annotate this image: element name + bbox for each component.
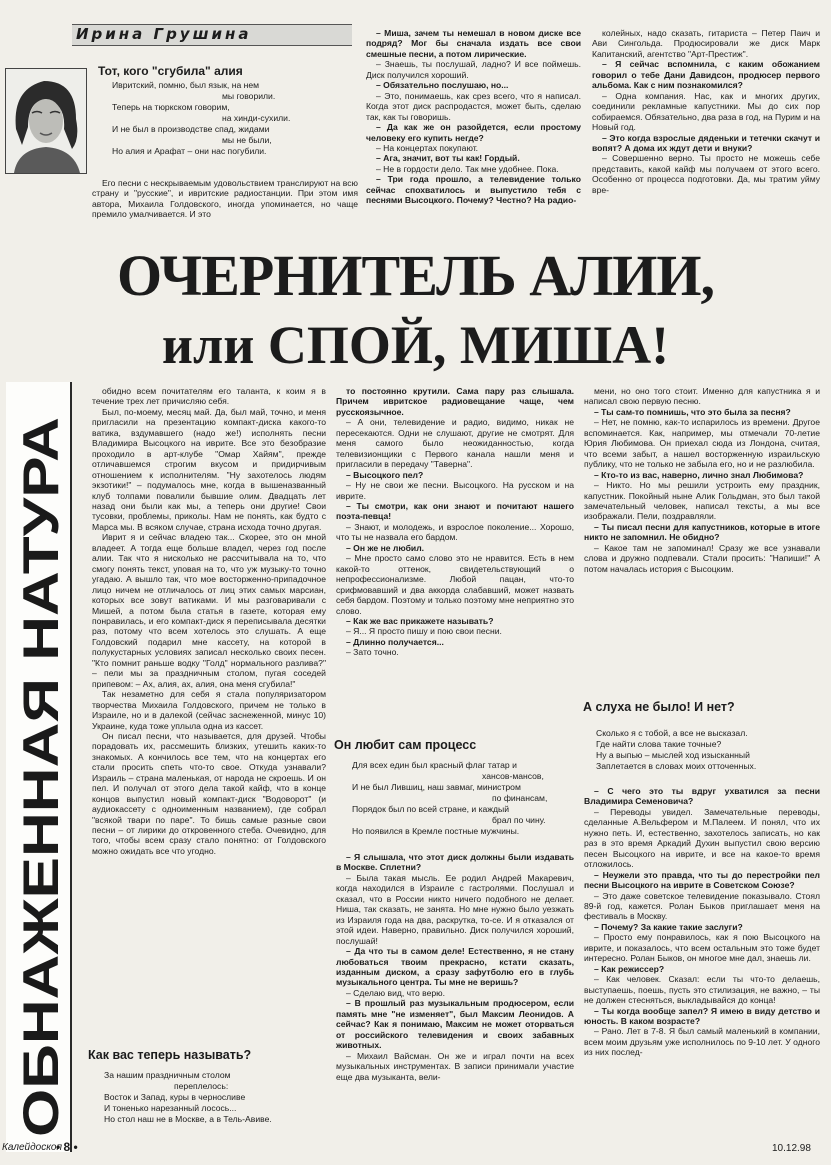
poem-line: на хинди-сухили. [222,113,291,123]
answer-paragraph: – Знают, и молодежь, и взрослое поколение... Хорошо, что ты не назвала его бардом. [336,521,574,543]
body-column-2-top [336,386,574,658]
question-paragraph: – Миша, зачем ты немешал в новом диске все подряд? Мог бы сначала издать все свои смешные песни, а потом лирические. [366,28,581,59]
body-paragraph: Иврит я и сейчас владею так... Скорее, это он мной владеет. А тогда еще больше владел, через год после алии. Так что я нисколько не рассчитывала на то, что смогу понять текст, уповая на то, что уж музыку-то точно угадаю. А вышло так, что мое восторженно-припадочное лицо ничем не отличалось от лиц этих самых марсиан, которых все зовут ватиками. И мы разговаривали с Мишей, а потом была статья в газете, которая ему понравилась, и его компакт-диск я переписывала десятки раз, потому что всем хотелось это слушать. А еще Голдовский подарил мне кассету, на которой в полукустарных условиях записал несколько своих песен. "Кто помнит раньше водку "Голд" нормального разлива?" – пели мы за праздничным столом, пугая соседей припевом: – Ах, алия, ах, алия, она меня сгубила!" [92,532,326,689]
question-paragraph: – Кто-то из вас, наверно, лично знал Любимова? [594,469,804,480]
question-paragraph: – Ты смотри, как они знают и почитают нашего поэта-певца! [336,500,574,522]
poem-line: Восток и Запад, куры в черносливе [104,1092,246,1102]
answer-paragraph: – Рано. Лет в 7-8. Я был самый маленький в компании, всем моим друзьям уже исполнилось по 9-10 лет. У одного из них послед- [584,1026,820,1058]
author-photo [5,68,87,174]
answer-paragraph: – На концертах покупают. [376,142,479,153]
question-paragraph: – С чего это ты вдруг ухватился за песни Владимира Семеновича? [584,786,820,807]
body-column-3-top [584,386,820,574]
question-paragraph: – Три года прошло, а телевидение только сейчас спохватилось и выпустило тебя с песнями Высоцкого. Почему? Честно? На радио- [366,174,581,206]
poem-line: Но алия и Арафат – они нас погубили. [112,146,267,156]
intro-title: Тот, кого "сгубила" алия [98,64,243,78]
poem-line: Для всех един был красный флаг татар и [352,760,517,770]
answer-paragraph: – Это даже советское телевидение показывало. Стоял 89-й год, кажется. Ролан Быков приглашает меня на фестиваль в Москву. [584,890,820,922]
poem-line: переплелось: [174,1081,229,1091]
question-paragraph: – Он же не любил. [346,542,425,553]
body-paragraph: обидно всем почитателям его таланта, к коим я в течение трех лет причисляю себя. [92,386,326,407]
poem-line: Но появился в Кремле постные мужчины. [352,826,520,836]
headline-line-2: или СПОЙ, МИША! [161,315,670,375]
section-title-text: ОБНАЖЕННАЯ НАТУРА [13,556,69,1137]
answer-paragraph: – Зато точно. [346,647,399,658]
answer-paragraph: – Нет, не помню, как-то испарилось из времени. Другое вспоминается. Как, например, мы отмечали 70-летие Юрия Любимова. Он приехал сюда из Лондона, считая, что всеми забыт, а нашел восторженную израильскую публику, что не только не забыла его, но и не разлюбила. [584,417,820,470]
poem-line: За нашим праздничным столом [104,1070,231,1080]
question-paragraph: – Почему? За какие такие заслуги? [594,921,743,932]
poem-line: мы говорили. [222,91,276,101]
body-column-3-bottom [584,786,820,1058]
answer-paragraph: – Я... Я просто пишу и пою свои песни. [346,626,502,637]
poem-line: Сколько я с тобой, а все не высказал. [596,728,748,738]
answer-paragraph: – Сделаю вид, что верю. [346,987,446,998]
subheading-2: Он любит сам процесс [334,738,477,752]
question-paragraph: – Ты сам-то помнишь, что это была за песня? [594,406,791,417]
answer-paragraph: мени, но оно того стоит. Именно для капустника я и написал свою первую песню. [584,386,820,407]
question-paragraph: – Как режиссер? [594,963,665,974]
question-paragraph: – Я сейчас вспомнила, с каким обожанием говорил о тебе Дани Давидсон, продюсер первого альбома. Как с ним познакомился? [592,59,820,91]
poem-line: Заплетается в словах моих отточенных. [596,761,757,771]
answer-paragraph: – Как человек. Сказал: если ты что-то делаешь, выступаешь, поешь, пусть это стилизация, не важно, – ты не должен стесняться, выкладывайся до конца! [584,974,820,1006]
poem-line: Ну а выпью – мыслей ход изысканный [596,750,750,760]
poem-line: Но стол наш не в Москве, а в Тель-Авиве. [104,1114,272,1124]
poem-line: хансов-мансов, [482,771,544,781]
body-column-2-bottom [336,852,574,1082]
poem-line: И не был Лившиц, наш завмаг, министром [352,782,521,792]
poem-line: Теперь на тюркском говорим, [112,102,230,112]
answer-paragraph: – Мне просто само слово это не нравится. Есть в нем какой-то оттенок, свидетельствующий о непрофессионализме. Любой пацан, что-то срифмовавший и два аккорда слабавший, может назвать себя бардом. Поэтому и только поэтому мне неприятно это слово. [336,553,574,616]
poem-line: И тоненько нарезанный лосось... [104,1103,237,1113]
headline-line-1: ОЧЕРНИТЕЛЬ АЛИИ, [116,243,715,308]
answer-paragraph: – Никто. Но мы решили устроить ему праздник, капустник. Покойный ныне Алик Гольдман, это был такой замечательный человек, написал тексты, а мы все изображали. Пели, поздравляли. [584,480,820,522]
question-paragraph: – Да что ты в самом деле! Естественно, я не стану любоваться твоим прекрасно, кстати сказать, изданным диском, а сразу зафутболю его в глубь музыкального центра. Ты мне не веришь? [336,946,574,988]
body-paragraph: Он писал песни, что называется, для друзей. Чтобы порадовать их, рассмешить близких, утешить каких-то знакомых. А кончилось все тем, что на концертах его стали просить спеть что-то свое. Откуда узнавали? Израиль – страна маленькая, от народа не скроешь. И он пел. И получал от этого дела такой кайф, что в конце концов выпустил новый компакт-диск "Водоворот" (и аудиокассету с одноименным названием), где собрал "всякой твари по паре". То бишь самые разные свои песни – от лирики до откровенного стеба. Очевидно, для того, чтобы всем сразу стало понятно: от Голдовского можно ожидать все что угодно. [92,730,326,856]
author-name: Ирина Грушина [76,25,252,43]
issue-date: 10.12.98 [772,1143,811,1154]
answer-paragraph: – А они, телевидение и радио, видимо, никак не пересекаются. Одни не слушают, другие не смотрят. Для меня самого было неожиданностью, когда телевизионщики с Первого канала нашли меня и пригласили в передачу "Таверна". [336,417,574,470]
subheading-3: А слуха не было! И нет? [583,700,735,714]
top-column-3 [592,28,820,195]
answer-paragraph: – Была такая мысль. Ее родил Андрей Макаревич, когда находился в Израиле с гастролями. Послушал и сказал, что в России никто ничего подобного не делает. Ниша, так сказать, не занята. Но мне нужно было уезжать из Израиля года на два, раскрутка, то-се. И я отказался от этой идеи. Наверно, правильно. Диск получился хороший, послушай! [336,872,574,946]
answer-paragraph: колейных, надо сказать, гитариста – Петер Паич и Ави Сингольда. Продюсировали же диск Марк Капитанский, агентство "Арт-Престиж". [592,28,820,59]
subheading-1: Как вас теперь называть? [88,1048,252,1062]
intro-text: Его песни с нескрываемым удовольствием транслируют на всю страну и "русские", и ивритские радиостанции. При этом имя автора, Михаила Голдовского, иногда упоминается, но чаще премило умалчивается. И это [92,178,358,220]
poem-line: по финансам, [492,793,548,803]
question-paragraph: – Как же вас прикажете называть? [346,615,494,626]
question-paragraph: – Это когда взрослые дяденьки и тетечки скачут и вопят? А дома их ждут дети и внуки? [592,132,820,153]
answer-paragraph: – Совершенно верно. Ты просто не можешь себе представить, какой кайф мы получаем от этого всего. Особенно от процесса подготовки. Да, мы тратим уйму вре- [592,153,820,195]
answer-paragraph: – Это, понимаешь, как срез всего, что я написал. Когда этот диск распродастся, может быть, сделаю так, как ты говоришь. [366,90,581,122]
poem-line: мы не были, [222,135,272,145]
question-paragraph: – Высоцкого пел? [346,469,424,480]
section-title [6,382,70,1152]
answer-paragraph: – Переводы увидел. Замечательные переводы, сделанные А.Вельфером и М.Палеем. И понял, что их нужно петь. И, естественно, захотелось записать, но как раз в это время Аркадий Духин выпустил свою версию песен Высоцкого на иврите, и все на какое-то время отложилось. [584,806,820,870]
question-paragraph: – Ага, значит, вот ты как! Гордый. [376,153,520,164]
answer-paragraph: – Просто ему понравилось, как я пою Высоцкого на иврите, и показалось, что всем остальным это тоже будет интересно. Ролан Быков, он многое мне дал, знаешь ли. [584,932,820,964]
col2-poem [352,760,578,837]
question-paragraph: – Обязательно послушаю, но... [376,80,509,91]
intro-poem [112,80,342,157]
body-paragraph: Был, по-моему, месяц май. Да, был май, точно, и меня пригласили на презентацию компакт-диска какого-то ватика, вздумавшего (надо же!) исполнять песни Владимира Высоцкого на иврите. Все это безобразие проходило в арт-клубе "Омар Хайям", прежде отличавшемся строгим вкусом и придирчивым отношением к исполнителям. "Ну захотелось людям экзотики!" – подумалось мне, когда в вышеназванный клуб толпами повалили бывшие олим. Двадцать лет назад они были как мы, а теперь они другие! Свои тусовки, проблемы, приколы. Нам не понять, как будто с Марса мы. В всяком случае, страна исхода точно другая. [92,406,326,532]
poem-line: брал по чину. [492,815,546,825]
question-paragraph: – В прошлый раз музыкальным продюсером, если память мне "не изменяет", был Максим Леонидов. А сейчас? Как я понимаю, Максим не может оторваться от российского телевидения и своих забавных животных. [336,998,574,1051]
answer-paragraph: – Какое там не запоминал! Сразу же все узнавали слова и дружно подпевали. Стали просить: "Напиши!" А потом началась история с Высоцким. [584,542,820,574]
body-paragraph: Так незаметно для себя я стала популяризатором творчества Михаила Голдовского, причем не только в Израиле, но и в далекой (сейчас заснеженной, минус 10) Украине, куда тоже уплыла одна из кассет. [92,689,326,731]
answer-paragraph: – Одна компания. Нас, как и многих других, соединили рекламные капустники. Мы до сих пор собираемся. Обязательно, два раза в год, на Пурим и на Новый год. [592,90,820,133]
question-paragraph: – Да как же он разойдется, если простому человеку его купить негде? [366,122,581,143]
question-paragraph: – Ты когда вообще запел? Я имею в виду детство и юность. В каком возрасте? [584,1005,820,1026]
poem-line: Порядок был по всей стране, и каждый [352,804,510,814]
answer-paragraph: – Ну не свои же песни. Высоцкого. На русском и на иврите. [336,480,574,501]
col1-poem [104,1070,334,1125]
poem-line: Где найти слова такие точные? [596,739,722,749]
question-paragraph: то постоянно крутили. Сама пару раз слышала. Причем ивритское радиовещание чаще, чем русскоязычное. [336,386,574,417]
answer-paragraph: – Не в гордости дело. Так мне удобнее. Пока. [376,163,559,174]
answer-paragraph: – Знаешь, ты послушай, ладно? И все поймешь. Диск получился хороший. [366,59,581,80]
question-paragraph: – Я слышала, что этот диск должны были издавать в Москве. Сплетни? [336,852,574,873]
top-column-2 [366,28,581,206]
question-paragraph: – Неужели это правда, что ты до перестройки пел песни Высоцкого на иврите в Советском Союзе? [584,869,820,891]
question-paragraph: – Ты писал песни для капустников, которые в итоге никто не запомнил. Не обидно? [584,521,820,543]
answer-paragraph: – Михаил Вайсман. Он же и играл почти на всех музыкальных инструментах. В записи принимали участие еще два музыканта, вели- [336,1050,574,1082]
col3-poem [596,728,822,772]
poem-line: И не был в производстве спад, жидами [112,124,270,134]
publication-logo: Калейдоскоп [2,1142,62,1153]
page-number: • 8 • [56,1140,78,1154]
poem-line: Ивритский, помню, был язык, на нем [112,80,260,90]
question-paragraph: – Длинно получается... [346,636,444,647]
body-column-1 [92,386,326,856]
